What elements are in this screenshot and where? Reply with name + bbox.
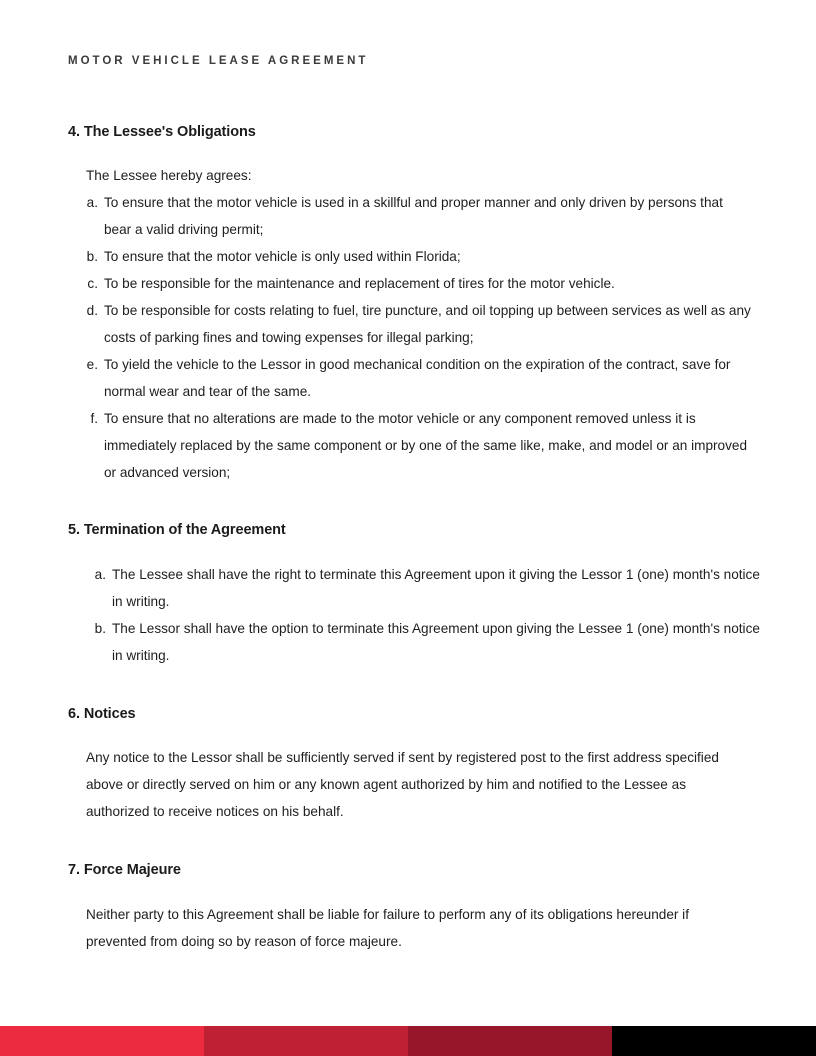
footer-swatch-dark-crimson <box>408 1026 612 1056</box>
list-item <box>84 189 748 243</box>
obligations-list <box>84 189 751 486</box>
document-content <box>68 124 760 955</box>
list-item-text: To be responsible for the maintenance and replacement of tires for the motor vehicle. <box>104 276 615 292</box>
section-force-majeure <box>68 862 748 954</box>
section-heading: 7. Force Majeure <box>68 862 181 879</box>
footer-swatch-crimson <box>204 1026 408 1056</box>
list-item-text: To ensure that the motor vehicle is only used within Florida; <box>104 249 461 265</box>
section-lead-text: The Lessee hereby agrees: <box>86 168 252 184</box>
footer-swatch-black <box>612 1026 816 1056</box>
running-header: MOTOR VEHICLE LEASE AGREEMENT <box>68 55 369 67</box>
list-item <box>84 297 751 351</box>
list-marker: a. <box>94 566 106 582</box>
section-body-text: Any notice to the Lessor shall be sufficiently served if sent by registered post to the first address specified above or directly served on him or any known agent authorized by him and notified to the Lessee as authorized to receive notices on his behalf. <box>86 750 719 820</box>
section-heading: 6. Notices <box>68 705 136 722</box>
list-marker: c. <box>87 276 98 292</box>
termination-list <box>92 561 760 669</box>
list-marker: e. <box>86 357 98 373</box>
section-body-text: Neither party to this Agreement shall be liable for failure to perform any of its obligations hereunder if prevented from doing so by reason of force majeure. <box>86 906 689 949</box>
list-marker: a. <box>86 195 98 211</box>
list-item <box>92 615 760 669</box>
list-item-text: To ensure that the motor vehicle is used in a skillful and proper manner and only driven by persons that bear a valid driving permit; <box>104 195 723 238</box>
footer-color-bar <box>0 1026 816 1056</box>
section-heading: 5. Termination of the Agreement <box>68 522 286 539</box>
list-item-text: To be responsible for costs relating to fuel, tire puncture, and oil topping up between services as well as any costs of parking fines and towing expenses for illegal parking; <box>104 303 751 346</box>
list-marker: d. <box>86 303 98 319</box>
list-marker: b. <box>86 249 98 265</box>
section-notices <box>68 706 748 825</box>
list-item <box>84 270 748 297</box>
section-termination <box>68 522 760 668</box>
list-item <box>84 405 748 486</box>
list-item-text: To ensure that no alterations are made to the motor vehicle or any component removed unless it is immediately replaced by the same component or by one of the same like, make, and model or an improved or advanced version; <box>104 411 748 481</box>
list-item <box>92 561 760 615</box>
list-marker: f. <box>90 411 98 427</box>
list-item-text: The Lessee shall have the right to terminate this Agreement upon it giving the Lessor 1 (one) month's notice in writing. <box>112 566 760 609</box>
section-heading: 4. The Lessee's Obligations <box>68 124 256 140</box>
footer-swatch-bright-red <box>0 1026 204 1056</box>
list-item-text: To yield the vehicle to the Lessor in good mechanical condition on the expiration of the contract, save for normal wear and tear of the same. <box>104 357 731 400</box>
list-marker: b. <box>94 620 106 636</box>
list-item <box>84 243 748 270</box>
list-item-text: The Lessor shall have the option to terminate this Agreement upon giving the Lessee 1 (one) month's notice in writing. <box>112 620 760 663</box>
section-lessees-obligations <box>68 124 751 486</box>
list-item <box>84 351 748 405</box>
